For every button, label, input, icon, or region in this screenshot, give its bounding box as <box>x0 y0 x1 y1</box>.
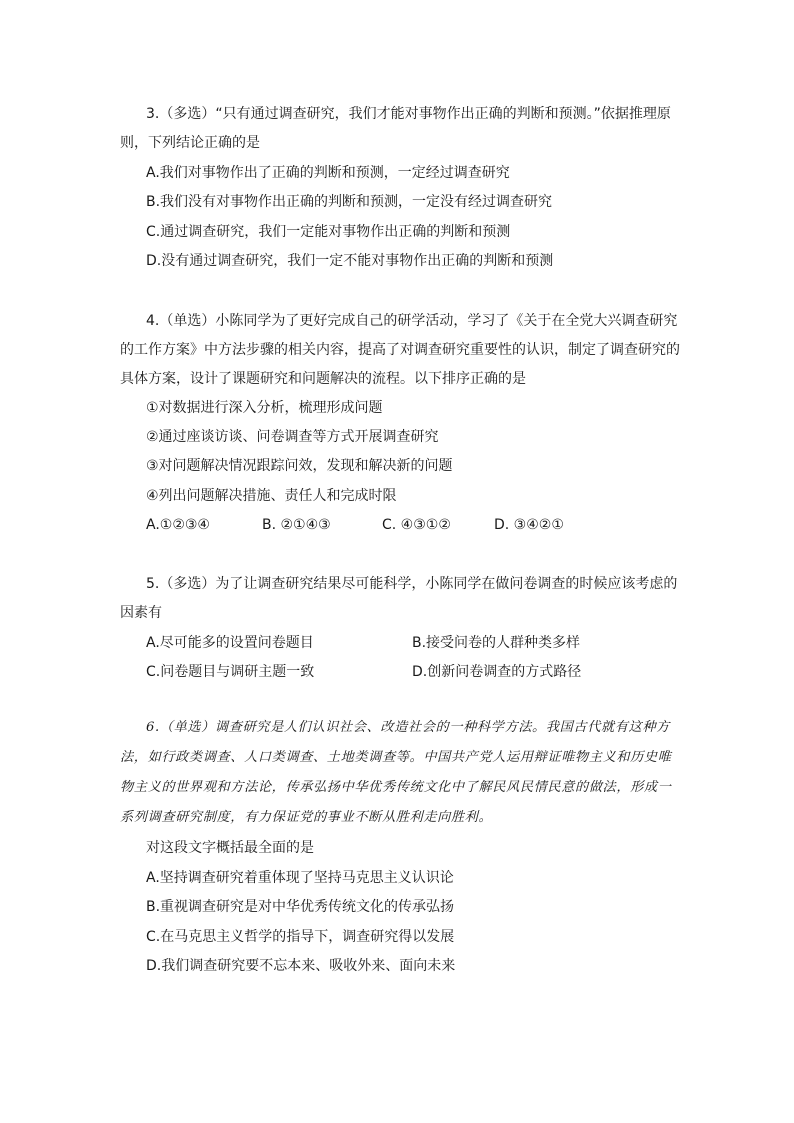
q4-step-4: ④列出问题解决措施、责任人和完成时限 <box>146 488 397 504</box>
q3-option-a: A.我们对事物作出了正确的判断和预测，一定经过调查研究 <box>146 165 510 181</box>
q6-option-c: C.在马克思主义哲学的指导下，调查研究得以发展 <box>146 929 455 945</box>
q6-passage-line-4: 系列调查研究制度，有力保证党的事业不断从胜利走向胜利。 <box>120 810 493 825</box>
q4-choice-a: A.①②③④ <box>146 517 210 533</box>
q6-passage-line-1: 6.（单选）调查研究是人们认识社会、改造社会的一种科学方法。我国古代就有这种方 <box>146 720 670 735</box>
q4-stem-line-1: 4.（单选）小陈同学为了更好完成自己的研学活动，学习了《关于在全党大兴调查研究 <box>146 313 678 329</box>
q3-stem-line-1: 3.（多选）“只有通过调查研究，我们才能对事物作出正确的判断和预测。”依据推理原 <box>146 106 671 122</box>
q3-option-b: B.我们没有对事物作出正确的判断和预测，一定没有经过调查研究 <box>146 194 553 210</box>
q5-stem-line-2: 因素有 <box>120 605 162 621</box>
q4-stem-line-2: 的工作方案》中方法步骤的相关内容，提高了对调查研究重要性的认识，制定了调查研究的 <box>120 342 680 358</box>
q6-option-b: B.重视调查研究是对中华优秀传统文化的传承弘扬 <box>146 899 455 915</box>
q3-stem-line-2: 则，下列结论正确的是 <box>120 135 260 151</box>
q4-stem-line-3: 具体方案，设计了课题研究和问题解决的流程。以下排序正确的是 <box>120 371 526 387</box>
q5-stem-line-1: 5.（多选）为了让调查研究结果尽可能科学，小陈同学在做问卷调查的时候应该考虑的 <box>146 576 678 592</box>
q4-step-3: ③对问题解决情况跟踪问效，发现和解决新的问题 <box>146 458 453 474</box>
q5-option-d: D.创新问卷调查的方式路径 <box>412 664 582 680</box>
q6-question: 对这段文字概括最全面的是 <box>146 840 314 856</box>
q6-passage-line-2: 法，如行政类调查、人口类调查、土地类调查等。中国共产党人运用辩证唯物主义和历史唯 <box>120 750 672 765</box>
q4-choice-b: B. ②①④③ <box>262 517 331 533</box>
q6-passage-line-3: 物主义的世界观和方法论，传承弘扬中华优秀传统文化中了解民风民情民意的做法，形成一 <box>120 780 672 795</box>
q4-step-2: ②通过座谈访谈、问卷调查等方式开展调查研究 <box>146 429 439 445</box>
q5-option-a: A.尽可能多的设置问卷题目 <box>146 635 314 651</box>
q6-option-a: A.坚持调查研究着重体现了坚持马克思主义认识论 <box>146 870 454 886</box>
q5-option-b: B.接受问卷的人群种类多样 <box>412 635 581 651</box>
q6-option-d: D.我们调查研究要不忘本来、吸收外来、面向未来 <box>146 958 456 974</box>
q4-step-1: ①对数据进行深入分析，梳理形成问题 <box>146 400 383 416</box>
q3-option-c: C.通过调查研究，我们一定能对事物作出正确的判断和预测 <box>146 224 511 240</box>
q5-option-c: C.问卷题目与调研主题一致 <box>146 664 315 680</box>
q4-choice-d: D. ③④②① <box>494 517 564 533</box>
q3-option-d: D.没有通过调查研究，我们一定不能对事物作出正确的判断和预测 <box>146 253 554 269</box>
q4-choice-c: C. ④③①② <box>382 517 451 533</box>
